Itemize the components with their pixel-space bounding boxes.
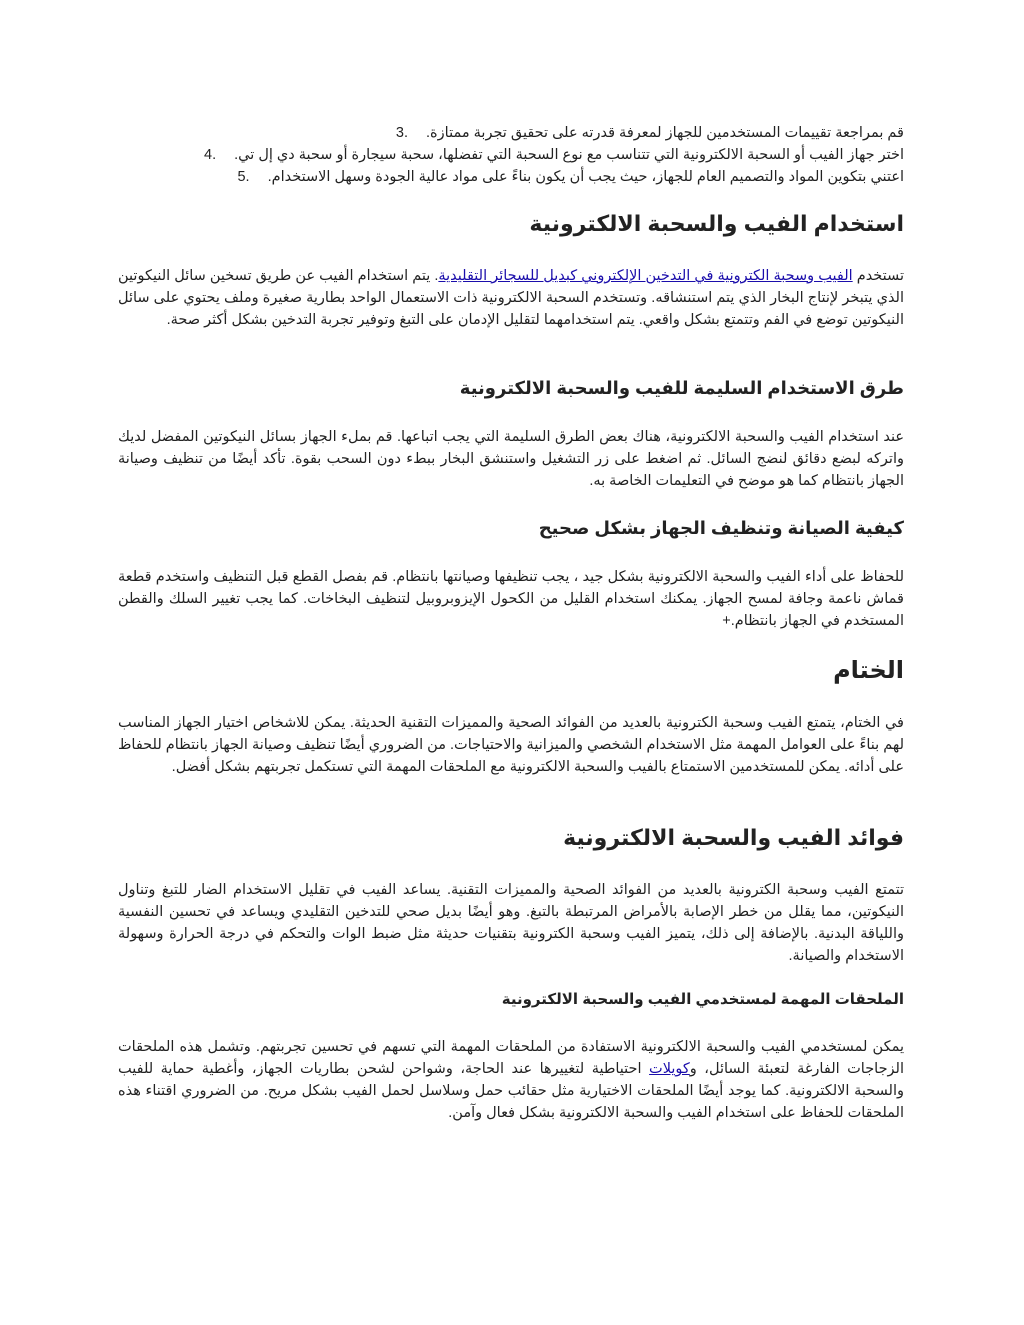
paragraph-text: احتياطية لتغييرها عند الحاجة، وشواحن لشحن بطاريات الجهاز، وأغطية حماية للفيب والسحبة الالكترونية. كما يوجد أيضًا الملحقات الاختيارية مثل حقائب حمل وسلاسل لحمل الفيب بشكل مريح. من الضروري اقتناء هذه الملحقات للحفاظ على استخدام الفيب والسحبة الالكترونية بشكل فعال وآمن. bbox=[118, 1061, 904, 1121]
list-item bbox=[237, 166, 904, 188]
section-heading-maintenance: كيفية الصيانة وتنظيف الجهاز بشكل صحيح bbox=[538, 518, 904, 538]
list-item-text: قم بمراجعة تقييمات المستخدمين للجهاز لمعرفة قدرته على تحقيق تجربة ممتازة. bbox=[426, 125, 904, 141]
section-paragraph-conclusion: في الختام، يتمتع الفيب وسحبة الكترونية بالعديد من الفوائد الصحية والمميزات التقنية الحديثة. يمكن للاشخاص اختيار الجهاز المناسب لهم بناءً على العوامل المهمة مثل الاستخدام الشخصي والميزانية والاحتياجات. من الضروري أيضًا تنظيف وصيانة الجهاز بانتظام للحفاظ على أدائه. يمكن للمستخدمين الاستمتاع بالفيب والسحبة الالكترونية مع الملحقات المهمة التي تستكمل تجربتهم بشكل أفضل. bbox=[118, 715, 904, 775]
paragraph-text: . يتم استخدام الفيب عن طريق تسخين سائل النيكوتين الذي يتبخر لإنتاج البخار الذي يتم استنشاقه. وتستخدم السحبة الالكترونية ذات الاستعمال الواحد بطارية صغيرة وملف يحتوي على سائل النيكوتين توضع في الفم وتتمتع بشكل واقعي. يتم استخدامهما لتقليل الإدمان على التبغ وتوفير تجربة التدخين بشكل أكثر صحة. bbox=[118, 268, 904, 328]
list-item-text: اختر جهاز الفيب أو السحبة الالكترونية التي تتناسب مع نوع السحبة التي تفضلها، سحبة سيجارة أو سحبة دي إل تي. bbox=[234, 147, 904, 163]
section-heading-proper-usage: طرق الاستخدام السليمة للفيب والسحبة الالكترونية bbox=[459, 378, 904, 398]
list-item-number: 4. bbox=[204, 147, 217, 163]
list-item-number: 5. bbox=[237, 169, 250, 185]
section-heading-benefits: فوائد الفيب والسحبة الالكترونية bbox=[563, 825, 904, 850]
list-item bbox=[204, 144, 904, 166]
section-heading-accessories: الملحقات المهمة لمستخدمي الفيب والسحبة الالكترونية bbox=[501, 991, 904, 1008]
list-item-number: 3. bbox=[395, 125, 408, 141]
section-paragraph-maintenance: للحفاظ على أداء الفيب والسحبة الالكترونية بشكل جيد ، يجب تنظيفها وصيانتها بانتظام. قم بفصل القطع قبل التنظيف واستخدم قطعة قماش ناعمة وجافة لمسح الجهاز. يمكنك استخدام القليل من الكحول الإيزوبروبيل لتنظيف البخاخات. كما يجب تغيير السلك والقطن المستخدم في الجهاز بانتظام.+ bbox=[118, 569, 904, 629]
section-heading-conclusion: الختام bbox=[833, 657, 904, 684]
list-item bbox=[396, 122, 904, 144]
link-vape-electronic[interactable]: الفيب وسحبة الكترونية في التدخين الإلكتروني كبديل للسجائر التقليدية bbox=[438, 268, 853, 284]
section-paragraph-benefits: تتمتع الفيب وسحبة الكترونية بالعديد من الفوائد الصحية والمميزات التقنية. يساعد الفيب في تقليل الاستخدام الضار للتبغ وتناول النيكوتين، مما يقلل من خطر الإصابة بالأمراض المرتبطة بالتبغ. وهو أيضًا بديل صحي للتدخين التقليدي ويساعد في تحسين النفسية واللياقة البدنية. بالإضافة إلى ذلك، يتميز الفيب وسحبة الكترونية بتقنيات حديثة مثل ضبط الوات والتحكم في درجة الحرارة وسهولة الاستخدام والصيانة. bbox=[118, 882, 904, 964]
list-item-text: اعتني بتكوين المواد والتصميم العام للجهاز، حيث يجب أن يكون بناءً على مواد عالية الجودة وسهل الاستخدام. bbox=[267, 169, 904, 185]
link-coils[interactable]: كويلات bbox=[649, 1061, 690, 1077]
section-heading-usage: استخدام الفيب والسحبة الالكترونية bbox=[529, 211, 904, 236]
section-paragraph-usage bbox=[118, 265, 904, 331]
paragraph-text: يمكن لمستخدمي الفيب والسحبة الالكترونية الاستفادة من الملحقات المهمة التي تسهم في تحسين تجربتهم. وتشمل هذه الملحقات الزجاجات الفارغة لتعبئة السائل، و bbox=[118, 1039, 904, 1077]
section-paragraph-proper-usage: عند استخدام الفيب والسحبة الالكترونية، هناك بعض الطرق السليمة التي يجب اتباعها. قم بملء الجهاز بسائل النيكوتين المفضل لديك واتركه لبضع دقائق لنضج السائل. ثم اضغط على زر التشغيل واستنشق البخار ببطء دون السحب بقوة. تأكد أيضًا من تنظيف وصيانة الجهاز بانتظام كما هو موضح في التعليمات الخاصة به. bbox=[118, 429, 904, 489]
paragraph-text: تستخدم bbox=[852, 268, 905, 284]
section-paragraph-accessories bbox=[118, 1036, 904, 1124]
